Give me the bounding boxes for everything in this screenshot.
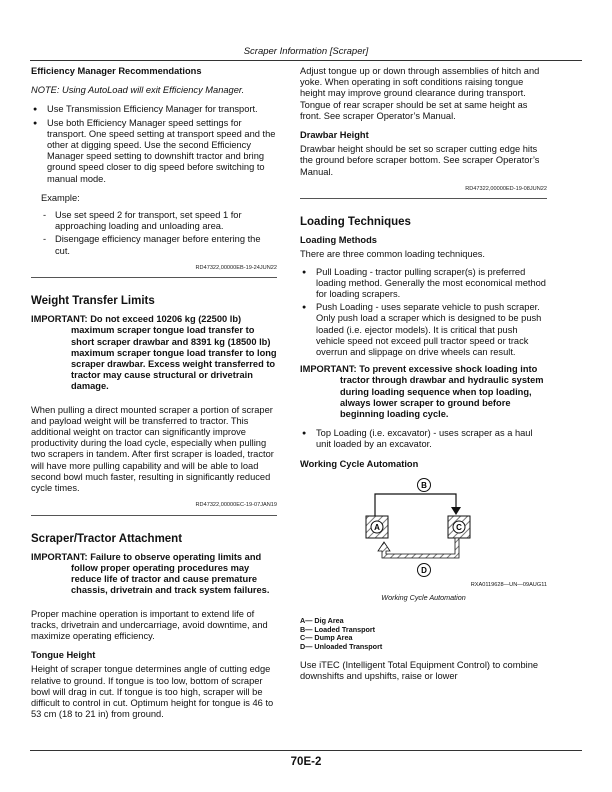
drawbar-title: Drawbar Height bbox=[300, 130, 369, 141]
section-divider bbox=[31, 277, 277, 278]
right-column bbox=[300, 66, 547, 688]
list-item: - Use set speed 2 for transport, set speed 1 for approaching loading and unloading area. bbox=[41, 210, 277, 232]
unloaded-transport-arrow bbox=[378, 538, 459, 558]
efficiency-bullets bbox=[31, 104, 277, 184]
label-b: B bbox=[421, 480, 427, 490]
list-item: ● Use both Efficiency Manager speed settings for transport. One speed setting at transport speed and the other at digging speed. Use the second Efficiency Manager speed setting to downshift tractor and bring ground speed closer to dig speed before switching to manual mode. bbox=[31, 118, 277, 185]
example-dashes bbox=[41, 210, 277, 257]
itec-body: Use iTEC (Intelligent Total Equipment Control) to combine downshifts and upshifts, raise or lower bbox=[300, 659, 539, 682]
efficiency-note: NOTE: Using AutoLoad will exit Efficiency Manager. bbox=[31, 85, 245, 96]
automation-title: Working Cycle Automation bbox=[300, 458, 419, 469]
attachment-body: Proper machine operation is important to extend life of tracks, drivetrain and undercarriage, avoid downtime, and maximize operating efficiency. bbox=[31, 608, 268, 641]
legend-item: B— Loaded Transport bbox=[300, 624, 376, 634]
label-d: D bbox=[421, 565, 427, 575]
label-a: A bbox=[374, 522, 380, 532]
loading-title: Loading Techniques bbox=[300, 216, 411, 229]
figure-legend bbox=[300, 617, 547, 651]
reference-code: RD47322,00000ED-19-08JUN22 bbox=[465, 185, 547, 192]
section-divider bbox=[300, 198, 547, 199]
attachment-title: Scraper/Tractor Attachment bbox=[31, 532, 183, 545]
list-item: ● Use Transmission Efficiency Manager for transport. bbox=[31, 104, 277, 115]
list-item: - Disengage efficiency manager before entering the cut. bbox=[41, 234, 277, 256]
weight-title: Weight Transfer Limits bbox=[31, 295, 155, 308]
page-number: 70E-2 bbox=[290, 756, 322, 768]
loaded-transport-arrow bbox=[375, 494, 456, 516]
label-c: C bbox=[456, 522, 462, 532]
list-item: ● Push Loading - uses separate vehicle to push scraper. Only push load a scraper which is designed to be push loaded (i.e. ejector models). It is critical that push vehicle speed not exceed pull tractor speed or track overrun and slippage on drive wheels can result. bbox=[300, 302, 547, 358]
working-cycle-diagram bbox=[300, 478, 547, 580]
header-rule bbox=[30, 60, 582, 61]
efficiency-title: Efficiency Manager Recommendations bbox=[31, 66, 202, 76]
tongue-continued: Adjust tongue up or down through assemblies of hitch and yoke. When operating in soft conditions raising tongue height may improve ground clearance during transport. Tongue of rear scraper should be set at same height as front. See scraper Operator’s Manual. bbox=[300, 66, 540, 121]
figure-caption: Working Cycle Automation bbox=[381, 593, 466, 603]
legend-item: D— Unloaded Transport bbox=[300, 641, 383, 651]
figure-reference: RXA0119628—UN—09AUG11 bbox=[470, 581, 547, 588]
list-item: ● Top Loading (i.e. excavator) - uses scraper as a haul unit loaded by an excavator. bbox=[300, 428, 547, 450]
legend-item: C— Dump Area bbox=[300, 633, 353, 643]
section-divider bbox=[31, 515, 277, 516]
footer-rule bbox=[30, 750, 582, 751]
list-item: ● Pull Loading - tractor pulling scraper(s) is preferred loading method. Generally the most economical method for loading scrapers. bbox=[300, 267, 547, 301]
legend-item: A— Dig Area bbox=[300, 616, 344, 626]
tongue-title: Tongue Height bbox=[31, 650, 96, 661]
drawbar-body: Drawbar height should be set so scraper cutting edge hits the ground before scraper bottom. See scraper Operator’s Manual. bbox=[300, 144, 540, 177]
example-label: Example: bbox=[41, 192, 80, 203]
working-cycle-figure bbox=[300, 478, 547, 580]
loading-bullets-2 bbox=[300, 428, 547, 450]
weight-important: IMPORTANT: Do not exceed 10206 kg (22500 lb) maximum scraper tongue load transfer to short scraper drawbar and 8391 kg (18500 lb) maximum scraper tongue load transfer to long scraper drawbar. Excess weight transferred to tractor may cause structural or drivetrain damage. bbox=[31, 314, 277, 392]
weight-body: When pulling a direct mounted scraper a portion of scraper and payload weight will be transferred to tractor. This additional weight on tractor can significantly improve productivity during the load cycle, especially when pulling two scrapers in tandem. After first scraper is loaded, tractor will have more pulling capability and will be able to load second bowl much faster, resulting in significantly reduced cycle times. bbox=[31, 404, 274, 494]
page-header: Scraper Information [Scraper] bbox=[243, 46, 369, 57]
left-column bbox=[31, 66, 277, 726]
tongue-body: Height of scraper tongue determines angle of cutting edge relative to ground. If tongue is too low, bottom of scraper bowl will drag in cut. If tongue is too high, scraper will be difficult to control in cut. Optimum height for tongue is 46 to 53 cm (18 to 21 in) from ground. bbox=[31, 664, 274, 720]
arrow-head bbox=[451, 507, 461, 515]
reference-code: RD47322,00000EC-19-07JAN19 bbox=[195, 502, 277, 509]
loading-bullets bbox=[300, 267, 547, 359]
attachment-important: IMPORTANT: Failure to observe operating limits and follow proper operating procedures may reduce life of tractor and cause premature chassis, drivetrain and track system failures. bbox=[31, 551, 270, 596]
loading-intro: There are three common loading techniques. bbox=[300, 249, 486, 260]
loading-methods-title: Loading Methods bbox=[300, 235, 377, 246]
loading-important: IMPORTANT: To prevent excessive shock loading into tractor through drawbar and hydraulic system during loading sequence when top loading, always lower scraper to ground before beginning loading cycle. bbox=[300, 364, 544, 420]
reference-code: RD47322,00000EB-19-24JUN22 bbox=[195, 264, 277, 271]
